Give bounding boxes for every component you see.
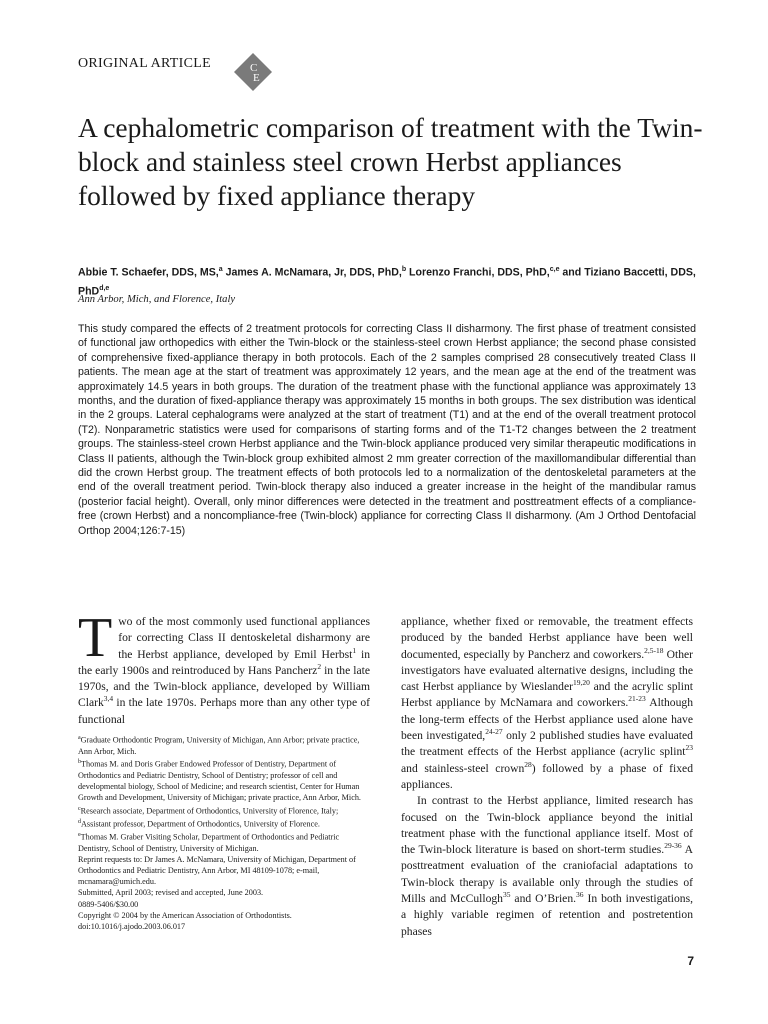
submission-dates: Submitted, April 2003; revised and accepted, June 2003. — [78, 888, 264, 898]
reference-mark: 2 — [317, 662, 322, 672]
author-affiliation-mark: a — [218, 266, 223, 273]
author-affiliation-mark: b — [401, 266, 407, 273]
author-name: Tiziano Baccetti, DDS, PhD — [78, 266, 696, 298]
author-name: Abbie T. Schaefer, DDS, MS, — [78, 266, 219, 279]
footnote-d: $^d$Assistant professor, Department of Orthodontics, University of Florence. — [78, 818, 320, 829]
body-column-left — [78, 607, 371, 726]
reference-mark: 1 — [352, 645, 357, 655]
copyright: Copyright © 2004 by the American Association of Orthodontists. — [78, 910, 292, 920]
body-paragraph: appliance, whether fixed or removable, the treatment effects produced by the banded Herbst appliance have been well documented, especially by Pancherz and coworkers.$^{2,5-18}$ Other investigators have evaluated alternative designs, including the cast Herbst appliance by Wieslander$^{19,20}$ and the acrylic splint Herbst appliance by McNamara and coworkers.$^{21-23}$ Although the long-term effects of the Herbst appliance used alone have been investigated,$^{24-27}$ only 2 published studies have evaluated the treatment effects of the Herbst appliance (acrylic splint$^{23}$ and stainless-steel crown$^{28}$) followed by a phase of fixed appliances. — [401, 615, 693, 791]
section-label: ORIGINAL ARTICLE — [78, 56, 211, 71]
author-affiliation: Ann Arbor, Mich, and Florence, Italy — [78, 294, 236, 305]
abstract: This study compared the effects of 2 treatment protocols for correcting Class II disharmony. The first phase of treatment consisted of functional jaw orthopedics with either the Twin-block or the stainless-steel crown Herbst appliance; the second phase consisted of comprehensive fixed-appliance therapy in both protocols. Each of the 2 samples comprised 28 consecutively treated Class II patients. The mean age at the start of treatment was approximately 12 years, and the mean age at the end of the treatment was approximately 14.5 years in both groups. The duration of the treatment phase with the functional appliance was approximately 13 months, and the duration of fixed-appliance therapy was approximately 15 months in both groups. The sex distribution was identical in the 2 groups. Lateral cephalograms were analyzed at the start of treatment (T1) and at the end of the overall treatment protocol (T2). Nonparametric statistics were used for comparisons of starting forms and of the T1-T2 changes between the 2 treatment groups. The stainless-steel crown Herbst appliance and the Twin-block appliance produced very similar therapeutic modifications in Class II patients, although the Twin-block group exhibited almost 2 mm greater correction of the maxillomandibular differential than did the crown Herbst group. The treatment effects of both protocols led to a normalization of the dentoskeletal parameters at the end of the overall treatment period. Twin-block therapy also induced a greater increase in the height of the mandibular ramus (posterior facial height). Overall, only minor differences were detected in the treatment and posttreatment effects of a compliance-free (crown Herbst) and a noncompliance-free (Twin-block) appliance for correcting Class II disharmony. (Am J Orthod Dentofacial Orthop 2004;126:7-15) — [78, 323, 696, 537]
drop-cap: T — [78, 607, 113, 669]
reference-mark: 3,4 — [103, 694, 114, 704]
page-number: 7 — [687, 954, 694, 968]
footnote-c: $^c$Research associate, Department of Orthodontics, University of Florence, Italy; — [78, 805, 339, 816]
article-title: A cephalometric comparison of treatment with the Twin-block and stainless steel crown Herbst appliances followed by fixed appliance therapy — [78, 112, 703, 211]
intro-paragraph: Two of the most commonly used functional appliances for correcting Class II dentoskeletal disharmony are the Herbst appliance, developed by Emil Herbst$^1$ in the early 1900s and reintroduced by Hans Pancherz$^2$ in the late 1970s, and the Twin-block appliance, developed by William Clark$^{3,4}$ in the late 1970s. Perhaps more than any other type of functional — [78, 607, 371, 726]
author-list: Abbie T. Schaefer, DDS, MS,$^a$ James A. McNamara, Jr, DDS, PhD,$^b$ Lorenzo Franchi, DDS, PhD,$^{c,e}$ and Tiziano Baccetti, DDS, PhD$^{d,e}$ — [78, 266, 696, 298]
author-affiliation-mark: c,e — [549, 266, 560, 273]
badge-letter-c: C — [250, 62, 258, 74]
body-paragraph: In contrast to the Herbst appliance, limited research has focused on the Twin-block appliance beyond the initial treatment phase with the functional appliance itself. Most of the Twin-block literature is based on short-term studies.$^{29-36}$ A posttreatment evaluation of the craniofacial adaptations to Twin-block therapy is available only through the studies of Mills and McCullogh$^{35}$ and O’Brien.$^{36}$ In both investigations, a highly variable regimen of retention and postretention phases — [401, 794, 693, 938]
author-name: James A. McNamara, Jr, DDS, PhD, — [225, 266, 402, 279]
footnote-b: $^b$Thomas M. and Doris Graber Endowed Professor of Dentistry, Department of Orthodontics and Pediatric Dentistry, School of Dentistry; professor of cell and developmental biology, School of Medicine; and research scientist, Center for Human Growth and Development, University of Michigan; private practice, Ann Arbor, Mich. — [78, 759, 361, 803]
reprint-requests: Reprint requests to: Dr James A. McNamara, University of Michigan, Department of Orthodontics and Pediatric Dentistry, Ann Arbor, MI 48109-1078; e-mail, mcnamara@umich.edu. — [78, 854, 356, 887]
author-name: Lorenzo Franchi, DDS, PhD, — [409, 266, 550, 279]
ce-badge-logo — [233, 52, 273, 92]
body-column-right — [401, 614, 693, 940]
footnote-a: $^a$Graduate Orthodontic Program, University of Michigan, Ann Arbor; private practice, Ann Arbor, Mich. — [78, 735, 360, 756]
footnotes — [78, 733, 370, 932]
badge-letter-e: E — [253, 72, 260, 84]
issn-price: 0889-5406/$30.00 — [78, 899, 139, 909]
author-affiliation-mark: d,e — [99, 284, 110, 292]
doi[interactable]: doi:10.1016/j.ajodo.2003.06.017 — [78, 921, 186, 931]
footnote-e: $^e$Thomas M. Graber Visiting Scholar, Department of Orthodontics and Pediatric Dentistry, School of Dentistry, University of Michigan. — [78, 831, 340, 853]
